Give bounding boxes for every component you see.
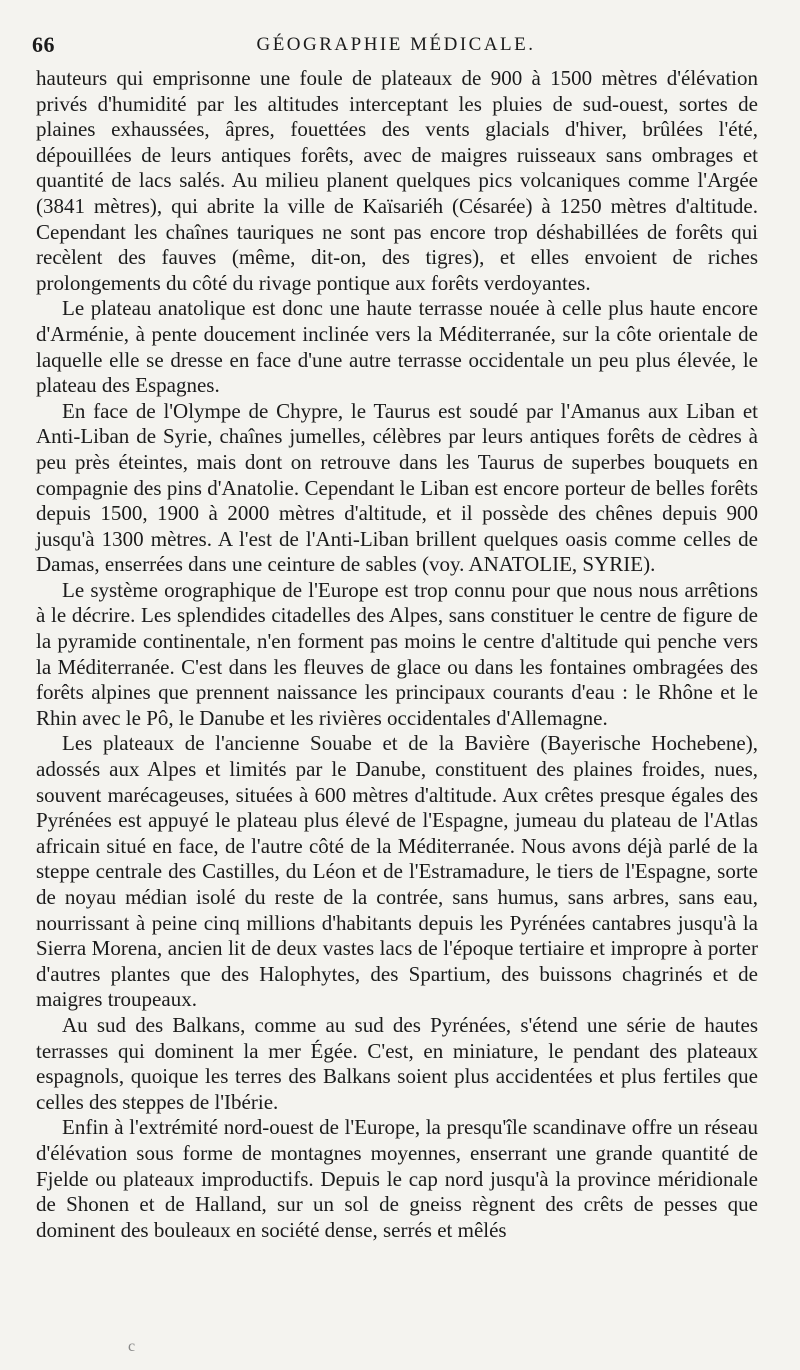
paragraph-souabe-spain: Les plateaux de l'ancienne Souabe et de la Bavière (Bayerische Hochebene), adossés aux Alpes et limités par le Danube, constituent des plaines froides, nues, souvent marécageuses, situées à 600 mètres d'altitude. Aux crêtes presque égales des Pyrénées est appuyé le plateau plus élevé de l'Espagne, jumeau du plateau de l'Atlas africain situé en face, de l'autre côté de la Méditerranée. Nous avons déjà parlé de la steppe centrale des Castilles, du Léon et de l'Estramadure, le tiers de l'Espagne, sorte de noyau médian isolé du reste de la contrée, sans humus, sans arbres, sans eau, nourrissant à peine cinq millions d'habitants depuis les Pyrénées cantabres jusqu'à la Sierra Morena, ancien lit de deux vastes lacs de l'époque tertiaire et impropre à porter d'autres plantes que des Halophytes, des Spartium, des buissons chagrinés et de maigres troupeaux. bbox=[36, 731, 758, 1012]
page-number: 66 bbox=[32, 32, 55, 57]
paragraph-balkans: Au sud des Balkans, comme au sud des Pyrénées, s'étend une série de hautes terrasses qui dominent la mer Égée. C'est, en miniature, le pendant des plateaux espagnols, quoique les terres des Balkans soient plus accidentées et plus fertiles que celles des steppes de l'Ibérie. bbox=[36, 1012, 758, 1114]
paragraph-europe-orography: Le système orographique de l'Europe est trop connu pour que nous nous arrêtions à le décrire. Les splendides citadelles des Alpes, sans constituer le centre de figure de la pyramide continentale, n'en forment pas moins le centre d'altitude qui penche vers la Méditerranée. C'est dans les fleuves de glace ou dans les fontaines ombragées des forêts alpines que prennent naissance les principaux courants d'eau : le Rhône et le Rhin avec le Pô, le Danube et les rivières occidentales d'Allemagne. bbox=[36, 577, 758, 730]
running-title: GÉOGRAPHIE MÉDICALE. bbox=[256, 34, 536, 55]
paragraph-scandinavia: Enfin à l'extrémité nord-ouest de l'Europe, la presqu'île scandinave offre un réseau d'élévation sous forme de montagnes moyennes, enserrant une grande quantité de Fjelde ou plateaux improductifs. Depuis le cap nord jusqu'à la province méridionale de Shonen et de Halland, sur un sol de gneiss règnent des crêts de pesses que dominent des bouleaux en société dense, serrés et mêlés bbox=[36, 1115, 758, 1242]
footer-mark: c bbox=[128, 1338, 136, 1355]
paragraph-continuation: hauteurs qui emprisonne une foule de plateaux de 900 à 1500 mètres d'élévation privés d'humidité par les altitudes interceptant les pluies de sud-ouest, sortes de plaines exhaussées, âpres, fouettées des vents glacials d'hiver, brûlées l'été, dépouillées de leurs antiques forêts, avec de maigres ruisseaux sans ombrages et quantité de lacs salés. Au milieu planent quelques pics volcaniques comme l'Argée (3841 mètres), qui abrite la ville de Kaïsariéh (Césarée) à 1250 mètres d'altitude. Cependant les chaînes tauriques ne sont pas encore trop déshabillées de forêts qui recèlent des fauves (même, dit-on, des tigres), et elles envoient de riches prolongements du côté du rivage pontique aux forêts verdoyantes. bbox=[36, 66, 758, 295]
paragraph-anatolian-plateau: Le plateau anatolique est donc une haute terrasse nouée à celle plus haute encore d'Arménie, à pente doucement inclinée vers la Méditerranée, sur la côte orientale de laquelle elle se dresse en face d'une autre terrasse occidentale un peu plus élevée, le plateau des Espagnes. bbox=[36, 296, 758, 398]
paragraph-taurus-lebanon: En face de l'Olympe de Chypre, le Taurus est soudé par l'Amanus aux Liban et Anti-Liban de Syrie, chaînes jumelles, célèbres par leurs antiques forêts de cèdres à peu près éteintes, mais dont on retrouve dans les Taurus de superbes bouquets en compagnie des pins d'Anatolie. Cependant le Liban est encore porteur de belles forêts depuis 1500, 1900 à 2000 mètres d'altitude, et il possède des chênes depuis 900 jusqu'à 1300 mètres. A l'est de l'Anti-Liban brillent quelques oasis comme celles de Damas, enserrées dans une ceinture de sables (voy. ANATOLIE, SYRIE). bbox=[36, 398, 758, 577]
body-text bbox=[36, 66, 758, 1243]
page-header bbox=[32, 28, 760, 64]
